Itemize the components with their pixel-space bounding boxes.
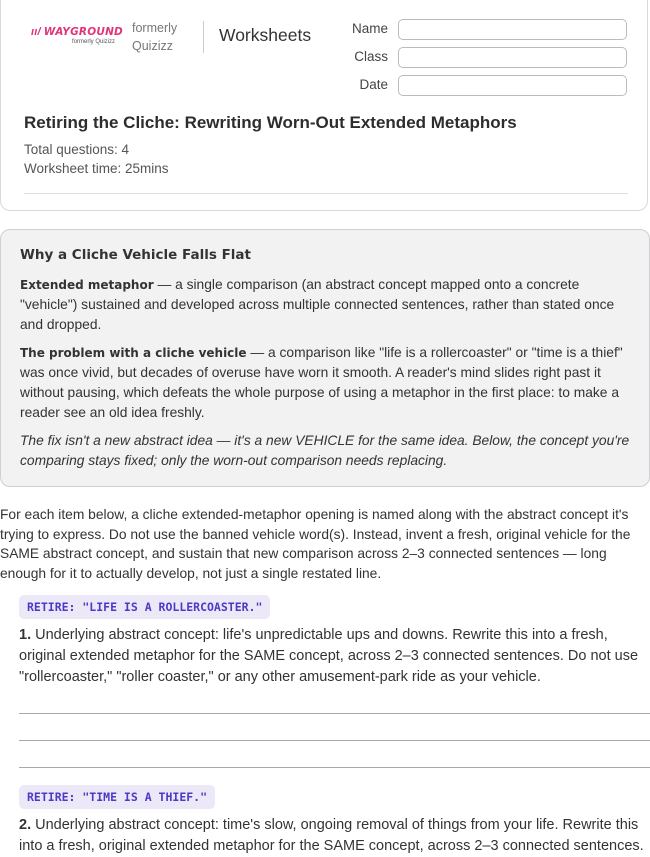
date-label: Date xyxy=(359,77,388,92)
question-2 xyxy=(19,815,645,857)
info-title: Why a Cliche Vehicle Falls Flat xyxy=(20,247,251,263)
date-field[interactable] xyxy=(398,75,627,96)
question-1-badge: RETIRE: "LIFE IS A ROLLERCOASTER." xyxy=(19,595,270,619)
class-field[interactable] xyxy=(398,47,627,68)
instructions-paragraph: For each item below, a cliche extended-metaphor opening is named along with the abstract concept it's trying to express. Do not use the banned vehicle word(s). Instead, invent a fresh, original vehicle for the SAME abstract concept, and sustain that new comparison across 2–3 connected sentences — long enough for it to actually develop, not just a single restated line. xyxy=(0,507,631,581)
name-field[interactable] xyxy=(398,19,627,40)
worksheet-header xyxy=(0,0,648,211)
worksheets-label: Worksheets xyxy=(219,25,312,45)
question-2-badge: RETIRE: "TIME IS A THIEF." xyxy=(19,785,215,809)
definition-text-2: — a comparison like "life is a rollercoaster" or "time is a thief" was once vivid, but decades of overuse have worn it smooth. A reader's mind slides right past it without pausing, which defeats the whole purpose of using a metaphor in the first place: to make a reader see an old idea freshly. xyxy=(20,345,623,420)
definition-text-1: — a single comparison (an abstract concept mapped onto a concrete "vehicle") sustained and developed across multiple connected sentences, rather than stated once and dropped. xyxy=(20,277,615,332)
term-extended-metaphor: Extended metaphor xyxy=(20,278,154,292)
answer-line[interactable] xyxy=(19,713,650,714)
logo-wordmark: WAYGROUND xyxy=(43,26,123,38)
class-label: Class xyxy=(354,49,388,64)
info-box xyxy=(0,229,650,487)
logo-subtitle: formerly Quizizz xyxy=(71,39,115,45)
term-cliche-problem: The problem with a cliche vehicle xyxy=(20,346,247,360)
worksheet-time: Worksheet time: 25mins xyxy=(24,161,169,176)
answer-line[interactable] xyxy=(19,740,650,741)
answer-line[interactable] xyxy=(19,767,650,768)
definition-cliche-problem xyxy=(20,343,634,423)
header-bottom-divider xyxy=(24,193,628,194)
question-2-number: 2. xyxy=(19,817,32,833)
question-1-text: Underlying abstract concept: life's unpredictable ups and downs. Rewrite this into a fresh, original extended metaphor for the SAME concept, across 2–3 connected sentences. Do not use "rollercoaster," "roller coaster," or any other amusement-park ride as your vehicle. xyxy=(19,627,639,685)
header-divider xyxy=(203,21,204,53)
definition-extended-metaphor xyxy=(20,275,634,335)
worksheet-title: Retiring the Cliche: Rewriting Worn-Out Extended Metaphors xyxy=(24,113,517,132)
question-1 xyxy=(19,625,645,688)
wayground-logo xyxy=(31,26,123,45)
formerly-quizizz-text: formerly Quizizz xyxy=(132,21,178,53)
logo-mark-icon: ıı/ xyxy=(31,26,41,38)
total-questions: Total questions: 4 xyxy=(24,142,130,157)
question-2-text: Underlying abstract concept: time's slow, ongoing removal of things from your life. Rewrite this into a fresh, original extended metaphor for the SAME concept, across 2–3 connected sentences. xyxy=(19,817,644,854)
info-note: The fix isn't a new abstract idea — it's a new VEHICLE for the same idea. Below, the concept you're comparing stays fixed; only the worn-out comparison needs replacing. xyxy=(20,433,630,468)
question-1-number: 1. xyxy=(19,627,32,643)
name-label: Name xyxy=(351,21,388,36)
